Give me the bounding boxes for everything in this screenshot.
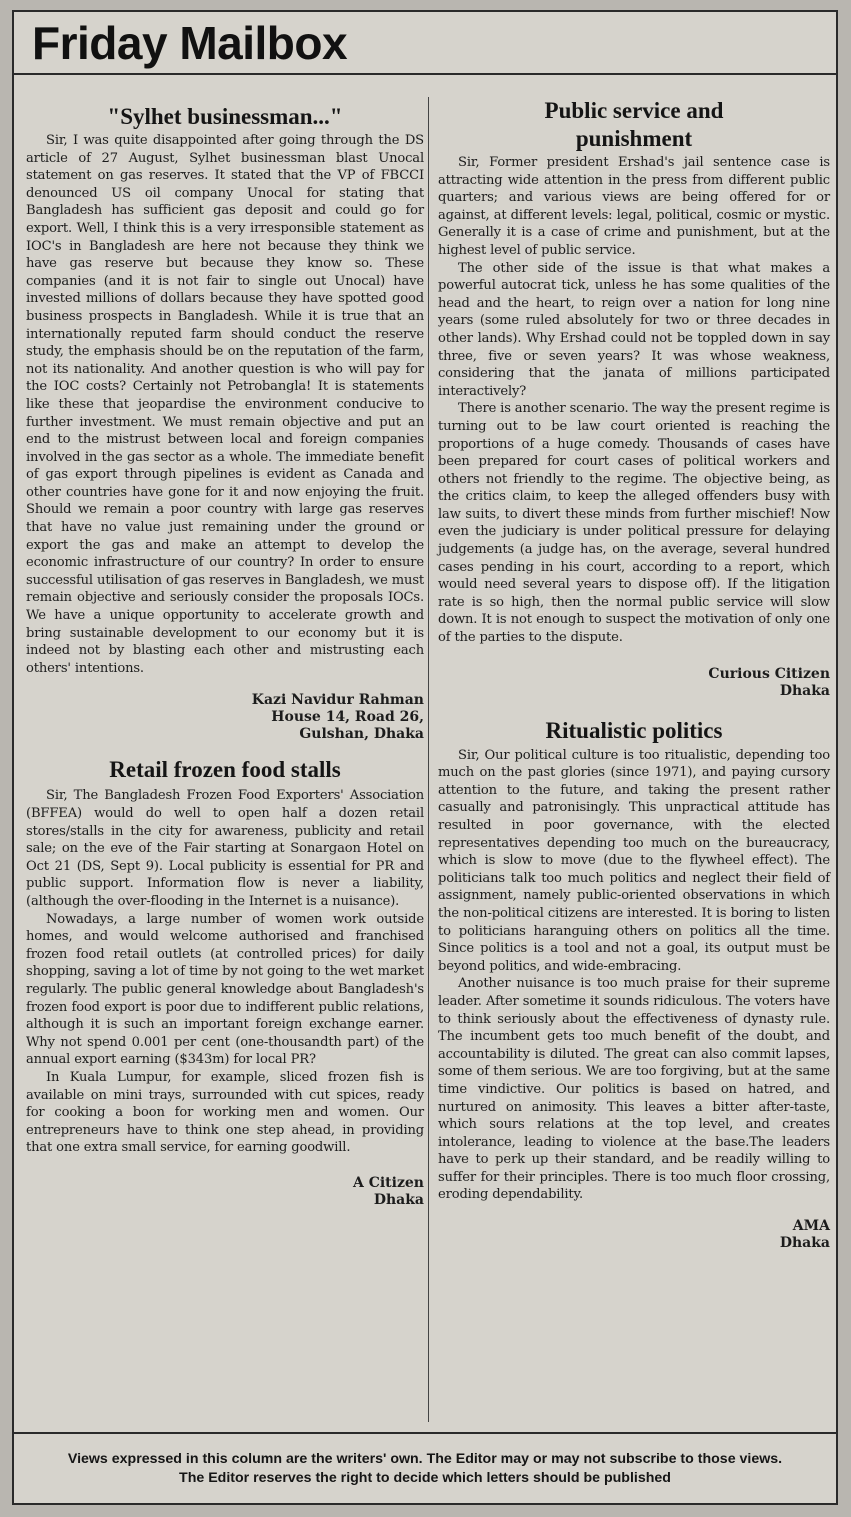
signature-line: House 14, Road 26, bbox=[271, 709, 424, 726]
newspaper-page bbox=[12, 10, 838, 1505]
disclaimer-line: Views expressed in this column are the writers' own. The Editor may or may not subscribe to those views. bbox=[67, 1451, 783, 1467]
letter-title: Retail frozen food stalls bbox=[109, 757, 341, 783]
editorial-disclaimer bbox=[14, 1432, 836, 1505]
letter-title: Ritualistic politics bbox=[545, 717, 723, 743]
letter-paragraph: The other side of the issue is that what makes a powerful autocrat tick, unless he has some qualities of the head and the heart, to reign over a nation for long nine years (some ruled absolutely for two or three decades in other lands). Why Ershad could not be toppled down in say three, five or seven years? It was whose weakness, considering that the janata of millions participated interactively? bbox=[438, 260, 830, 399]
letter-paragraph: In Kuala Lumpur, for example, sliced frozen fish is available on mini trays, surrounded with cut spices, ready for cooking a boon for working men and women. Our entrepreneurs have to think one step ahead, in providing that one extra small service, for earning goodwill. bbox=[26, 1069, 424, 1156]
letter-paragraph: Sir, Former president Ershad's jail sentence case is attracting wide attention in the press from different public quarters; and various views are being offered for or against, at different levels: legal, political, cosmic or mystic. Generally it is a case of crime and punishment, but at the highest level of public service. bbox=[438, 155, 830, 258]
left-column bbox=[26, 75, 424, 1209]
letter-signature bbox=[438, 1218, 830, 1252]
letter-title: "Sylhet businessman..." bbox=[107, 104, 343, 129]
letter-paragraph: There is another scenario. The way the present regime is turning out to be law court oriented is reaching the proportions of a huge comedy. Thousands of cases have been prepared for court cases of political workers and others not friendly to the regime. The objective being, as the critics claim, to keep the alleged offenders busy with law suits, to divert these minds from further mischief! Now even the judiciary is under political pressure for delaying judgements (a judge has, on the average, several hundred cases pending in his court, according to a report, which would need several years to dispose off). If the litigation rate is so high, then the normal public service will slow down. It is not enough to suspect the motivation of only one of the parties to the dispute. bbox=[438, 401, 830, 646]
signature-line: Gulshan, Dhaka bbox=[299, 726, 424, 743]
letter-ritualistic bbox=[438, 717, 830, 1252]
masthead bbox=[14, 12, 836, 75]
letter-signature bbox=[26, 1175, 424, 1209]
letter-paragraph: Another nuisance is too much praise for their supreme leader. After sometime it sounds ridiculous. The voters have to think seriously about the effectiveness of dynasty rule. The incumbent gets too much benefit of the doubt, and accountability is diluted. The great can also commit lapses, some of them serious. We are too forgiving, but at the same time vindictive. Our politics is based on hatred, and nurtured on animosity. This leaves a bitter after-taste, which sours relations at the top level, and creates intolerance, leading to violence at the base.The leaders have to perk up their standard, and be readily willing to suffer for their principles. There is too much floor crossing, eroding dependability. bbox=[438, 976, 830, 1203]
letter-sylhet bbox=[26, 75, 424, 743]
letter-paragraph: Sir, Our political culture is too ritualistic, depending too much on the past glories (since 1971), and paying cursory attention to the future, and taking the present rather casually and patronisingly. This unpractical attitude has resulted in poor governance, with the elected representatives depending too much on the bureaucracy, which is slow to move (due to the flywheel effect). The politicians talk too much politics and neglect their field of assignment, namely public-oriented observations in which the non-political citizens are interested. It is boring to listen to politicians haranguing others on politics all the time. Since politics is a tool and not a goal, its output must be beyond politics, and wide-embracing. bbox=[438, 747, 830, 974]
letter-paragraph: Nowadays, a large number of women work outside homes, and would welcome authorised and franchised frozen food retail outlets (at controlled prices) for daily shopping, saving a lot of time by not going to the wet market regularly. The public general knowledge about Bangladesh's frozen food export is poor due to indifferent public relations, although it is such an important foreign exchange earner. Why not spend 0.001 per cent (one-thousandth part) of the annual export earning ($343m) for local PR? bbox=[26, 911, 424, 1068]
signature-name: AMA bbox=[792, 1218, 830, 1235]
signature-name: Curious Citizen bbox=[708, 665, 830, 682]
letter-title: Public service and punishment bbox=[544, 98, 724, 151]
letter-paragraph: Sir, The Bangladesh Frozen Food Exporters' Association (BFFEA) would do well to open half a dozen retail stores/stalls in the city for awareness, publicity and retail sale; on the eve of the Fair starting at Sonargaon Hotel on Oct 21 (DS, Sept 9). Local publicity is essential for PR and public support. Information flow is never a liability, (although the over-flooding in the Internet is a nuisance). bbox=[26, 788, 424, 909]
signature-line: Dhaka bbox=[779, 682, 830, 699]
column-divider bbox=[428, 97, 429, 1422]
letter-signature bbox=[438, 666, 830, 700]
signature-name: Kazi Navidur Rahman bbox=[251, 692, 424, 709]
signature-line: Dhaka bbox=[779, 1235, 830, 1252]
column-title: Friday Mailbox bbox=[32, 17, 348, 69]
disclaimer-line: The Editor reserves the right to decide which letters should be published bbox=[179, 1470, 671, 1486]
right-column bbox=[438, 75, 830, 1252]
letter-paragraph: Sir, I was quite disappointed after going through the DS article of 27 August, Sylhet businessman blast Unocal statement on gas reserves. It stated that the VP of FBCCI denounced US oil company Unocal for stating that Bangladesh has sufficient gas deposit and could go for export. Well, I think this is a very irresponsible statement as IOC's in Bangladesh are here not because they think we have gas reserve but because they know so. These companies (and it is not fair to single out Unocal) have invested millions of dollars because they have spotted good business prospects in Bangladesh. While it is true that an internationally reputed farm should conduct the reserve study, the emphasis should be on the reputation of the farm, not its nationality. And another question is who will pay for the IOC costs? Certainly not Petrobangla! It is statements like these that jeopardise the environment conducive to further investment. We must remain objective and put an end to the mistrust between local and foreign companies involved in the gas sector as a whole. The immediate benefit of gas export through pipelines is evident as Canada and other countries have gone for it and now enjoying the fruit. Should we remain a poor country with large gas reserves that have no value just remaining under the ground or export the gas and make an attempt to develop the economic infrastructure of our country? In order to ensure successful utilisation of gas reserves in Bangladesh, we must remain objective and seriously consider the proposals IOCs. We have a unique opportunity to accelerate growth and bring sustainable development to our economy but it is indeed not by blasting each other and mistrusting each others' intentions. bbox=[26, 133, 424, 676]
letter-frozen-food bbox=[26, 756, 424, 1208]
letters-columns bbox=[14, 75, 836, 1432]
signature-line: Dhaka bbox=[373, 1191, 424, 1208]
letter-public-service bbox=[438, 75, 830, 700]
signature-name: A Citizen bbox=[352, 1174, 424, 1191]
letter-signature bbox=[26, 692, 424, 743]
